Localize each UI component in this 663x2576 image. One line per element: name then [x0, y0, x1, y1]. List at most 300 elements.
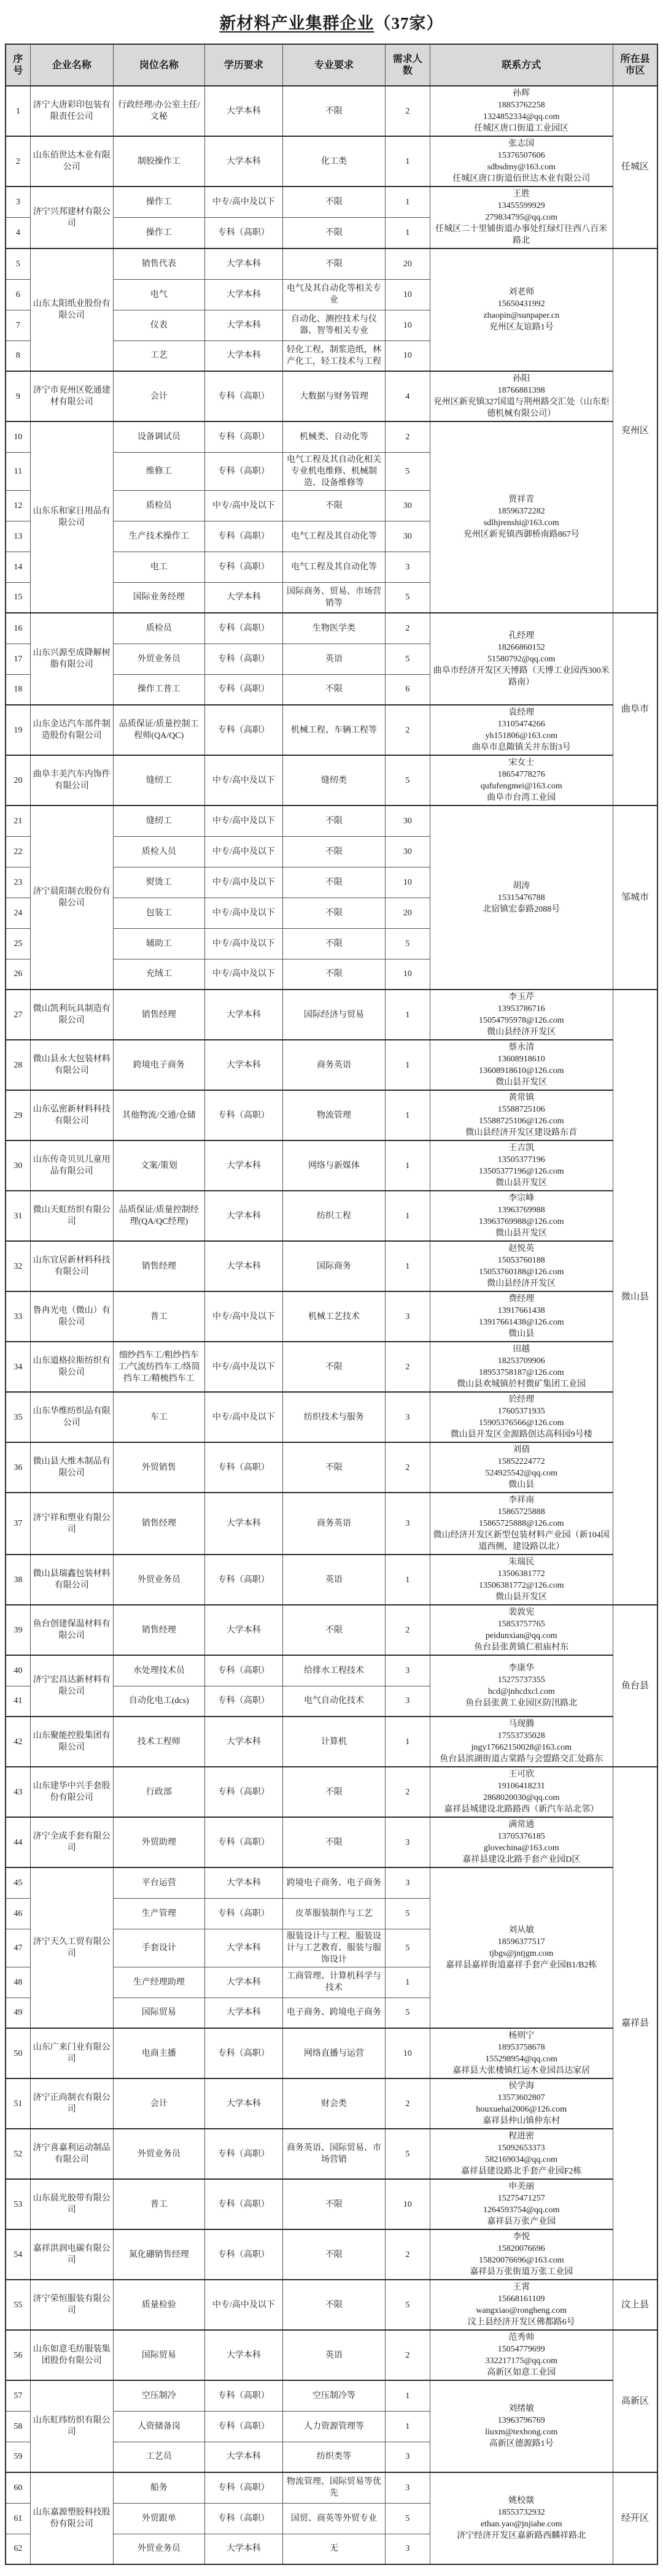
seq-cell: 45	[6, 1867, 30, 1898]
contact-line: 李宗峰	[508, 1194, 535, 1203]
position-cell: 工艺	[113, 340, 204, 371]
education-cell: 大学本科	[204, 2078, 282, 2129]
seq-cell: 30	[6, 1140, 30, 1191]
contact-line: 袁经理	[508, 708, 535, 717]
contact-cell	[430, 371, 613, 421]
seq-cell: 6	[6, 279, 30, 310]
contact-line: 13608918610	[497, 1055, 545, 1064]
position-cell: 生产经理助理	[113, 1967, 204, 1997]
seq-cell: 28	[6, 1040, 30, 1090]
education-cell: 中专/高中及以下	[204, 1342, 282, 1392]
major-cell: 网络与新媒体	[282, 1140, 385, 1191]
contact-line: 任城区唐口街道佰世达木业有限公司	[452, 174, 591, 183]
headcount-cell: 1	[386, 1191, 430, 1241]
seq-cell: 18	[6, 674, 30, 705]
company-name-cell: 山东金达汽车部件制造股份有限公司	[30, 705, 113, 755]
major-cell: 不限	[282, 218, 385, 249]
position-cell: 缝纫工	[113, 755, 204, 805]
contact-line: zhaopin@sunpaper.cn	[483, 311, 560, 320]
headcount-cell: 1	[386, 1555, 430, 1605]
position-cell: 水处理技术员	[113, 1655, 204, 1686]
district-cell: 嘉祥县	[613, 1767, 657, 2280]
table-row	[6, 1655, 657, 1686]
headcount-cell: 5	[386, 1898, 430, 1929]
contact-line: 於经理	[508, 1395, 535, 1404]
education-cell: 专科（高职）	[204, 218, 282, 249]
contact-line: 嘉祥县建设路北手套产业园F2栋	[460, 2167, 582, 2176]
district-cell: 汶上县	[613, 2280, 657, 2330]
major-cell: 网络直播与运营	[282, 2028, 385, 2078]
seq-cell: 49	[6, 1997, 30, 2028]
contact-line: 15315476788	[497, 893, 545, 902]
position-cell: 行政部	[113, 1767, 204, 1817]
contact-line: 侯学海	[508, 2082, 535, 2091]
district-cell: 邹城市	[613, 805, 657, 990]
contact-line: 19106418231	[497, 1782, 545, 1791]
major-cell: 不限	[282, 805, 385, 836]
position-cell: 文案/策划	[113, 1140, 204, 1191]
contact-line: 王胜	[513, 190, 530, 199]
contact-line: 裴敦宪	[508, 1608, 535, 1617]
headcount-cell: 3	[386, 2534, 430, 2564]
education-cell: 专科（高职）	[204, 1686, 282, 1717]
education-cell: 大学本科	[204, 2442, 282, 2472]
education-cell: 专科（高职）	[204, 1555, 282, 1605]
company-name-cell: 济宁市兖州区乾通建材有限公司	[30, 371, 113, 421]
position-cell: 操作工	[113, 186, 204, 218]
table-row	[6, 1555, 657, 1605]
headcount-cell: 1	[386, 2380, 430, 2411]
major-cell: 商务英语	[282, 1040, 385, 1090]
contact-cell	[430, 2229, 613, 2280]
contact-line: 曲阜市息陬镇关井东街3号	[471, 743, 571, 752]
contact-line: 13105474266	[497, 720, 545, 729]
company-name-cell: 山东道格拉斯纺织有限公司	[30, 1342, 113, 1392]
company-name-cell: 微山天虹纺织有限公司	[30, 1191, 113, 1241]
contact-cell	[430, 1605, 613, 1655]
education-cell: 专科（高职）	[204, 2472, 282, 2503]
headcount-cell: 2	[386, 705, 430, 755]
contact-line: 1264593754@qq.com	[483, 2205, 560, 2215]
table-row	[6, 1817, 657, 1867]
major-cell: 缝纫类	[282, 755, 385, 805]
table-row	[6, 990, 657, 1040]
contact-line: 微山县经济开发区	[487, 1028, 556, 1037]
contact-line: 嘉祥县万张产业园	[487, 2217, 556, 2226]
seq-cell: 58	[6, 2411, 30, 2442]
contact-line: 王可欣	[508, 1770, 535, 1779]
contact-line: 李祥南	[508, 1496, 535, 1505]
headcount-cell: 3	[386, 1392, 430, 1442]
table-row	[6, 86, 657, 136]
headcount-cell: 5	[386, 1929, 430, 1967]
contact-line: peidunxian@qq.com	[485, 1631, 557, 1640]
district-cell: 高新区	[613, 2330, 657, 2472]
contact-line: 程进密	[508, 2132, 535, 2141]
education-cell: 专科（高职）	[204, 2229, 282, 2280]
contact-cell	[430, 1767, 613, 1817]
contact-line: 杨则宁	[508, 2031, 535, 2040]
education-cell: 中专/高中及以下	[204, 490, 282, 521]
position-cell: 仪表	[113, 310, 204, 340]
contact-line: 微山县	[508, 1480, 535, 1490]
education-cell: 大学本科	[204, 1605, 282, 1655]
position-cell: 普工	[113, 1291, 204, 1342]
major-cell: 物流管理	[282, 1090, 385, 1140]
company-name-cell: 鱼台创建保温材料有限公司	[30, 1605, 113, 1655]
table-row	[6, 248, 657, 279]
headcount-cell: 10	[386, 2179, 430, 2229]
contact-line: 18654778276	[497, 770, 545, 779]
seq-cell: 50	[6, 2028, 30, 2078]
table-row	[6, 1717, 657, 1767]
major-cell: 不限	[282, 186, 385, 218]
headcount-cell: 2	[386, 2078, 430, 2129]
contact-cell	[430, 1241, 613, 1291]
company-name-cell: 鲁冉光电（微山）有限公司	[30, 1291, 113, 1342]
header-district: 所在县市区	[613, 44, 657, 86]
position-cell: 销售经理	[113, 1605, 204, 1655]
education-cell: 专科（高职）	[204, 2503, 282, 2534]
seq-cell: 9	[6, 371, 30, 421]
contact-line: 18596372282	[497, 507, 545, 516]
contact-line: 15053760188@126.com	[479, 1267, 564, 1277]
table-row	[6, 1291, 657, 1342]
major-cell: 不限	[282, 2280, 385, 2330]
contact-line: 18266860152	[497, 642, 545, 652]
headcount-cell: 1	[386, 218, 430, 249]
contact-cell	[430, 1867, 613, 2028]
page-title	[0, 10, 663, 34]
position-cell: 技术工程师	[113, 1717, 204, 1767]
education-cell: 专科（高职）	[204, 1767, 282, 1817]
major-cell: 电气及其自动化等相关专业	[282, 279, 385, 310]
major-cell: 化工类	[282, 136, 385, 186]
position-cell: 自动化电工(dcs)	[113, 1686, 204, 1717]
contact-line: 13705376185	[497, 1832, 545, 1841]
position-cell: 外贸销售	[113, 1442, 204, 1493]
contact-line: 18953758187@126.com	[479, 1368, 564, 1377]
position-cell: 熨烫工	[113, 867, 204, 898]
company-name-cell: 微山凯利玩具制造有限公司	[30, 990, 113, 1040]
seq-cell: 53	[6, 2179, 30, 2229]
contact-line: sdbsdmy@163.com	[487, 163, 556, 172]
header-major: 专业要求	[282, 44, 385, 86]
seq-cell: 2	[6, 136, 30, 186]
contact-line: 宋女士	[508, 758, 535, 767]
position-cell: 空压制冷	[113, 2380, 204, 2411]
contact-line: 15588725106@126.com	[479, 1117, 564, 1126]
seq-cell: 25	[6, 928, 30, 959]
contact-line: 13455599929	[497, 201, 545, 210]
contact-cell	[430, 1090, 613, 1140]
headcount-cell: 5	[386, 755, 430, 805]
major-cell: 给排水工程技术	[282, 1655, 385, 1686]
headcount-cell: 1	[386, 1241, 430, 1291]
company-name-cell: 山东聚能控股集团有限公司	[30, 1717, 113, 1767]
position-cell: 电工	[113, 552, 204, 582]
company-name-cell: 山东乐和家日用品有限公司	[30, 421, 113, 613]
position-cell: 会计	[113, 2078, 204, 2129]
education-cell: 大学本科	[204, 248, 282, 279]
seq-cell: 23	[6, 867, 30, 898]
headcount-cell: 2	[386, 1342, 430, 1392]
position-cell: 操作工普工	[113, 674, 204, 705]
district-cell: 兖州区	[613, 248, 657, 613]
table-row	[6, 2330, 657, 2380]
contact-line: 曲阜市经济开发区天博路（天博工业园西300米路南）	[433, 666, 610, 687]
header-company: 企业名称	[30, 44, 113, 86]
contact-line: 13917661438@126.com	[479, 1318, 564, 1327]
position-cell: 细纱挡车工/粗纱挡车工/气流纺挡车工/络筒挡车工/精梳挡车工	[113, 1342, 204, 1392]
education-cell: 专科（高职）	[204, 2129, 282, 2179]
major-cell: 电气工程及其自动化相关专业机电维修、机械制造、设备维修等	[282, 452, 385, 490]
company-name-cell: 济宁宏昌达新材料有限公司	[30, 1655, 113, 1717]
headcount-cell: 1	[386, 1967, 430, 1997]
contact-cell	[430, 1140, 613, 1191]
education-cell: 专科（高职）	[204, 705, 282, 755]
major-cell: 跨境电子商务、电子商务	[282, 1867, 385, 1898]
contact-line: 155298954@qq.com	[485, 2055, 558, 2064]
company-name-cell: 微山县瑞鑫包装材料有限公司	[30, 1555, 113, 1605]
table-row	[6, 2129, 657, 2179]
table-row	[6, 2078, 657, 2129]
headcount-cell: 3	[386, 1817, 430, 1867]
contact-line: 15820076696	[497, 2244, 545, 2253]
table-row	[6, 2380, 657, 2411]
contact-line: 13573602807	[497, 2093, 545, 2102]
contact-line: 曲阜市台湾工业园	[487, 793, 556, 802]
contact-line: 15852224772	[497, 1457, 545, 1466]
seq-cell: 20	[6, 755, 30, 805]
contact-cell	[430, 2179, 613, 2229]
major-cell: 无	[282, 2534, 385, 2564]
page-title-suffix: （37家）	[374, 14, 444, 33]
position-cell: 国际业务经理	[113, 582, 204, 613]
seq-cell: 7	[6, 310, 30, 340]
contact-cell	[430, 705, 613, 755]
contact-cell	[430, 421, 613, 613]
headcount-cell: 2	[386, 421, 430, 452]
seq-cell: 22	[6, 836, 30, 867]
position-cell: 外贸业务员	[113, 2534, 204, 2564]
contact-cell	[430, 1191, 613, 1241]
seq-cell: 33	[6, 1291, 30, 1342]
contact-line: 嘉祥县城建设北路路西（新汽车站北邻）	[444, 1805, 599, 1814]
major-cell: 商务英语、国际贸易、市场营销	[282, 2129, 385, 2179]
contact-line: 18953758678	[497, 2043, 545, 2052]
header-education: 学历要求	[204, 44, 282, 86]
headcount-cell: 5	[386, 1997, 430, 2028]
headcount-cell: 4	[386, 371, 430, 421]
seq-cell: 61	[6, 2503, 30, 2534]
major-cell: 国际经济与贸易	[282, 990, 385, 1040]
contact-cell	[430, 1291, 613, 1342]
contact-cell	[430, 86, 613, 136]
contact-line: 279834795@qq.com	[485, 213, 558, 222]
contact-line: 微山县开发区	[495, 1229, 548, 1238]
table-row	[6, 2028, 657, 2078]
table-row	[6, 2179, 657, 2229]
contact-line: 51580792@qq.com	[487, 654, 556, 664]
district-cell: 曲阜市	[613, 613, 657, 805]
position-cell: 跨境电子商务	[113, 1040, 204, 1090]
table-row	[6, 1191, 657, 1241]
education-cell: 专科（高职）	[204, 1655, 282, 1686]
contact-line: 李玉芹	[508, 993, 535, 1002]
contact-line: 18853762258	[497, 101, 545, 110]
table-row	[6, 421, 657, 452]
contact-line: 田越	[513, 1345, 530, 1354]
contact-line: 姚校燚	[508, 2496, 535, 2505]
contact-line: 微山县开发区	[495, 1593, 548, 1602]
company-name-cell: 山东建华中兴手套股份有限公司	[30, 1767, 113, 1817]
education-cell: 大学本科	[204, 1929, 282, 1967]
major-cell: 国际商务、贸易、市场营销等	[282, 582, 385, 613]
table-row	[6, 1392, 657, 1442]
education-cell: 专科（高职）	[204, 1090, 282, 1140]
education-cell: 大学本科	[204, 582, 282, 613]
contact-cell	[430, 1342, 613, 1392]
seq-cell: 15	[6, 582, 30, 613]
education-cell: 中专/高中及以下	[204, 1392, 282, 1442]
company-name-cell: 济宁大唐彩印包装有限责任公司	[30, 86, 113, 136]
headcount-cell: 1	[386, 186, 430, 218]
contact-line: 582169034@qq.com	[485, 2155, 558, 2164]
major-cell: 国贸、商英等外贸专业	[282, 2503, 385, 2534]
contact-line: 15054779699	[497, 2345, 545, 2354]
header-contact: 联系方式	[430, 44, 613, 86]
position-cell: 电商主播	[113, 2028, 204, 2078]
seq-cell: 36	[6, 1442, 30, 1493]
major-cell: 财会类	[282, 2078, 385, 2129]
contact-line: 15820076696@163.com	[479, 2256, 564, 2265]
company-name-cell: 济宁喜嘉利运动制品有限公司	[30, 2129, 113, 2179]
contact-cell	[430, 136, 613, 186]
education-cell: 专科（高职）	[204, 644, 282, 674]
contact-line: 微山县经济开发区	[487, 1279, 556, 1288]
headcount-cell: 1	[386, 1717, 430, 1767]
position-cell: 质检员	[113, 613, 204, 644]
position-cell: 外贸业务员	[113, 2129, 204, 2179]
contact-line: 嘉祥县万张街道万张工业园	[470, 2267, 573, 2277]
major-cell: 皮革服装制作与工艺	[282, 1898, 385, 1929]
table-row	[6, 2229, 657, 2280]
major-cell: 不限	[282, 2229, 385, 2280]
table-row	[6, 1493, 657, 1555]
seq-cell: 54	[6, 2229, 30, 2280]
major-cell: 不限	[282, 898, 385, 928]
position-cell: 国际贸易	[113, 2330, 204, 2380]
contact-line: 17553735028	[497, 1731, 545, 1740]
major-cell: 机械类、自动化等	[282, 421, 385, 452]
major-cell: 不限	[282, 674, 385, 705]
contact-line: 15650431992	[497, 299, 545, 309]
position-cell: 品质保证/质量控制经理(QA/QC经理)	[113, 1191, 204, 1241]
position-cell: 销售经理	[113, 1241, 204, 1291]
position-cell: 氮化硼销售经理	[113, 2229, 204, 2280]
headcount-cell: 10	[386, 279, 430, 310]
contact-line: 刘老师	[508, 288, 535, 297]
contact-line: 15275471257	[497, 2194, 545, 2203]
headcount-cell: 30	[386, 836, 430, 867]
major-cell: 不限	[282, 490, 385, 521]
headcount-cell: 2	[386, 86, 430, 136]
education-cell: 专科（高职）	[204, 674, 282, 705]
table-row	[6, 1442, 657, 1493]
table-row	[6, 371, 657, 421]
contact-line: 胡涛	[513, 881, 530, 891]
contact-line: jngy17662150028@163.com	[471, 1743, 572, 1752]
education-cell: 大学本科	[204, 1241, 282, 1291]
major-cell: 电子商务、跨境电子商务	[282, 1997, 385, 2028]
seq-cell: 41	[6, 1686, 30, 1717]
contact-line: 申美丽	[508, 2182, 535, 2191]
contact-line: 李悦	[513, 2232, 530, 2242]
education-cell: 大学本科	[204, 2534, 282, 2564]
seq-cell: 43	[6, 1767, 30, 1817]
seq-cell: 31	[6, 1191, 30, 1241]
major-cell: 不限	[282, 1817, 385, 1867]
headcount-cell: 5	[386, 582, 430, 613]
major-cell: 英语	[282, 1555, 385, 1605]
header-position: 岗位名称	[113, 44, 204, 86]
headcount-cell: 30	[386, 490, 430, 521]
contact-line: hcd@jnhcdxcl.com	[487, 1687, 555, 1696]
position-cell: 普工	[113, 2179, 204, 2229]
major-cell: 机械工程、车辆工程等	[282, 705, 385, 755]
major-cell: 电气工程及其自动化等	[282, 521, 385, 552]
table-row	[6, 1867, 657, 1898]
company-name-cell: 山东晨光胶带有限公司	[30, 2179, 113, 2229]
contact-line: 13505377196@126.com	[479, 1167, 564, 1176]
table-body	[6, 86, 657, 2564]
contact-line: 15054795978@126.com	[479, 1016, 564, 1025]
education-cell: 专科（高职）	[204, 2179, 282, 2229]
position-cell: 操作工	[113, 218, 204, 249]
contact-line: 微山县欢城镇於村微矿集团工业园	[457, 1380, 586, 1389]
seq-cell: 10	[6, 421, 30, 452]
seq-cell: 17	[6, 644, 30, 674]
contact-line: sdlhjrenshi@163.com	[483, 518, 559, 528]
contact-line: 济宁经济开发区嘉新路西麟祥路北	[457, 2531, 586, 2540]
contact-line: 2868020030@qq.com	[483, 1793, 560, 1802]
contact-line: 13963796769	[497, 2416, 545, 2425]
seq-cell: 55	[6, 2280, 30, 2330]
contact-line: 任城区唐口街道工业园区	[474, 124, 569, 133]
contact-cell	[430, 2330, 613, 2380]
major-cell: 不限	[282, 928, 385, 959]
major-cell: 服装设计与工程、服装设计与工艺教育、服装与服饰设计	[282, 1929, 385, 1967]
seq-cell: 37	[6, 1493, 30, 1555]
contact-line: 15865725888@126.com	[479, 1519, 564, 1528]
contact-cell	[430, 755, 613, 805]
seq-cell: 27	[6, 990, 30, 1040]
education-cell: 中专/高中及以下	[204, 867, 282, 898]
seq-cell: 42	[6, 1717, 30, 1767]
contact-line: 刘绪敏	[508, 2404, 535, 2413]
contact-line: 1324852334@qq.com	[483, 112, 560, 121]
contact-cell	[430, 2028, 613, 2078]
education-cell: 中专/高中及以下	[204, 1291, 282, 1342]
contact-line: 微山县	[508, 1329, 535, 1339]
education-cell: 专科（高职）	[204, 1817, 282, 1867]
position-cell: 外贸业务员	[113, 1555, 204, 1605]
position-cell: 工艺员	[113, 2442, 204, 2472]
contact-line: glovechina@163.com	[483, 1844, 559, 1853]
contact-line: 兖州区新兖镇327国道与荆州路交汇处（山东炬德机械有限公司）	[433, 398, 610, 418]
contact-line: 朱瑞民	[508, 1558, 535, 1567]
